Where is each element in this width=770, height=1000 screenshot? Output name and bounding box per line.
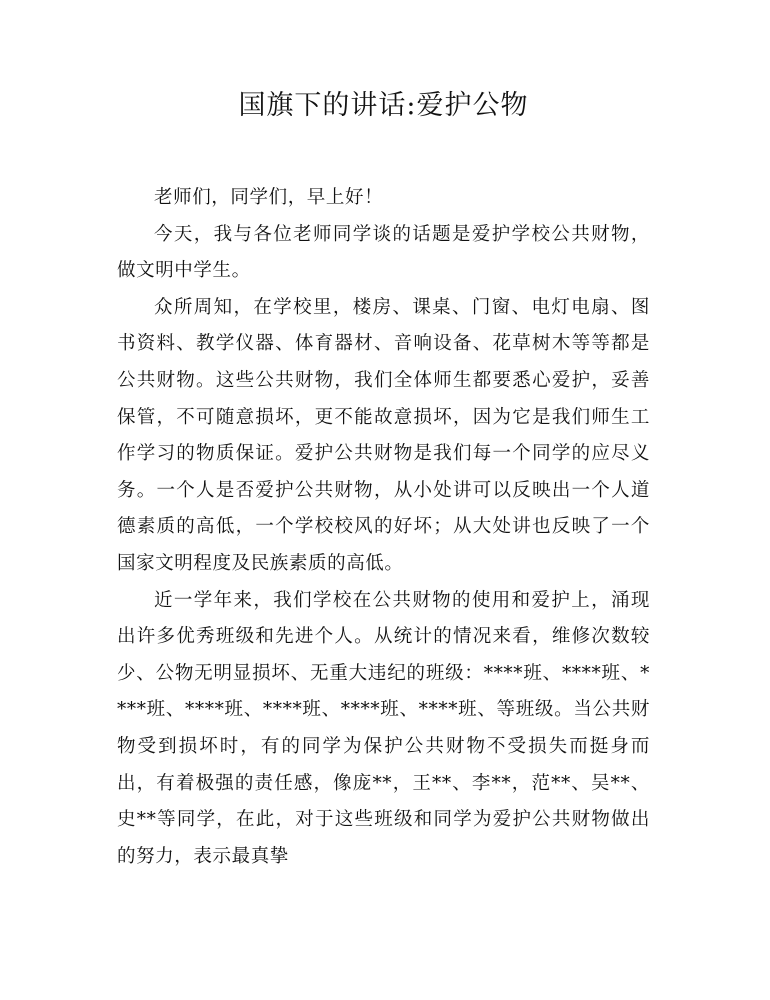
paragraph-topic: 今天，我与各位老师同学谈的话题是爱护学校公共财物，做文明中学生。: [117, 223, 650, 282]
document-title: 国旗下的讲话:爱护公物: [238, 90, 529, 121]
paragraph-achievements: 近一学年来，我们学校在公共财物的使用和爱护上，涌现出许多优秀班级和先进个人。从统计的情况来看，维修次数较少、公物无明显损坏、无重大违纪的班级：****班、****班、****班、****班、****班、****班、****班、等班级。当公共财物受到损坏时，有的同学为保护公共财物不受损失而挺身而出，有着极强的责任感，像庞**，王**、李**，范**、吴**、史**等同学，在此，对于这些班级和同学为爱护公共财物做出的努力，表示最真挚: [117, 589, 650, 867]
document-body: [117, 180, 650, 875]
paragraph-greeting: 老师们，同学们，早上好！: [154, 187, 384, 208]
paragraph-public-property: 众所周知，在学校里，楼房、课桌、门窗、电灯电扇、图书资料、教学仪器、体育器材、音响设备、花草树木等等都是公共财物。这些公共财物，我们全体师生都要悉心爱护，妥善保管，不可随意损坏，更不能故意损坏，因为它是我们师生工作学习的物质保证。爱护公共财物是我们每一个同学的应尽义务。一个人是否爱护公共财物，从小处讲可以反映出一个人道德素质的高低，一个学校校风的好坏；从大处讲也反映了一个国家文明程度及民族素质的高低。: [117, 296, 650, 574]
